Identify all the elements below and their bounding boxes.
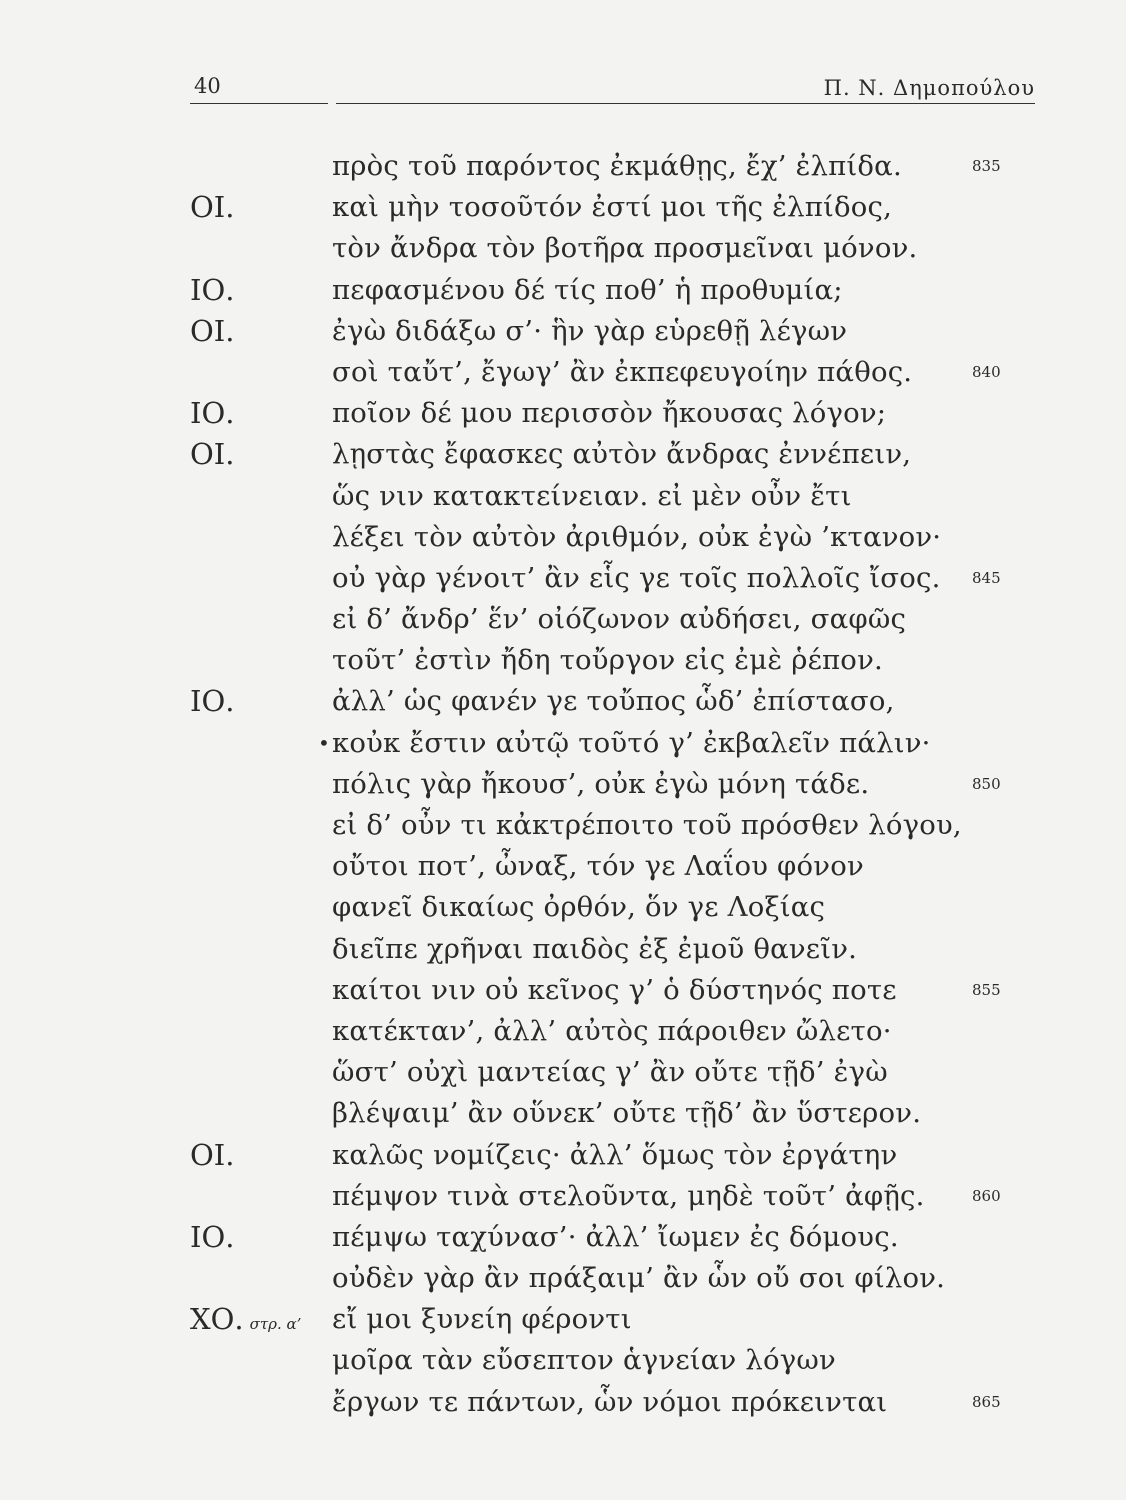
verse-text: ἔργων τε πάντων, ὧν νόμοι πρόκεινται — [332, 1385, 888, 1418]
verse-text: ὥς νιν κατακτείνειαν. εἰ μὲν οὖν ἔτι — [332, 479, 852, 512]
header-rule-right — [336, 103, 1035, 104]
verse-text: οὔτοι ποτ’, ὦναξ, τόν γε Λαΐου φόνον — [332, 850, 864, 883]
verse-text: λέξει τὸν αὐτὸν ἀριθμόν, οὐκ ἐγὼ ’κτανον· — [332, 520, 942, 553]
header-rule-left — [190, 103, 328, 104]
verse-line — [0, 846, 1126, 887]
verse-line — [0, 517, 1126, 558]
speaker-name: ΙΟ. — [190, 272, 235, 307]
speaker-name: ΙΟ. — [190, 1219, 235, 1254]
verse-line — [0, 352, 1126, 393]
verse-line — [0, 1135, 1126, 1176]
verse-text: πέμψω ταχύνασ’· ἀλλ’ ἴωμεν ἐς δόμους. — [332, 1220, 899, 1253]
speaker-label — [190, 311, 234, 352]
speaker-name: ΟΙ. — [190, 190, 235, 225]
line-number: 840 — [972, 362, 1001, 381]
line-number: 850 — [972, 774, 1001, 793]
page-header — [190, 70, 1035, 110]
verse-line — [0, 146, 1126, 187]
speaker-label — [190, 1217, 234, 1258]
line-number: 845 — [972, 568, 1001, 587]
verse-text: πέμψον τινὰ στελοῦντα, μηδὲ τοῦτ’ ἀφῇς. — [332, 1179, 925, 1212]
verse-text: διεῖπε χρῆναι παιδὸς ἐξ ἐμοῦ θανεῖν. — [332, 932, 858, 965]
speaker-name: ΙΟ. — [190, 684, 235, 719]
verse-text: οὐ γὰρ γένοιτ’ ἂν εἷς γε τοῖς πολλοῖς ἴσος. — [332, 561, 941, 594]
verse-text: πρὸς τοῦ παρόντος ἐκμάθῃς, ἔχ’ ἐλπίδα. — [332, 150, 902, 182]
speaker-name: ΙΟ. — [190, 396, 235, 431]
verse-line — [0, 434, 1126, 475]
verse-text: σοὶ ταὔτ’, ἔγωγ’ ἂν ἐκπεφευγοίην πάθος. — [332, 355, 913, 388]
verse-text: ἀλλ’ ὡς φανέν γε τοὔπος ὧδ’ ἐπίστασο, — [332, 685, 895, 718]
verse-text: εἴ μοι ξυνείη φέροντι — [332, 1303, 632, 1336]
verse-line — [0, 1176, 1126, 1217]
verse-line — [0, 1340, 1126, 1381]
verse-text: οὐδὲν γὰρ ἂν πράξαιμ’ ἂν ὧν οὔ σοι φίλον. — [332, 1262, 946, 1295]
verse-line — [0, 805, 1126, 846]
verse-text: καλῶς νομίζεις· ἀλλ’ ὅμως τὸν ἐργάτην — [332, 1138, 898, 1171]
verse-text: εἰ δ’ ἄνδρ’ ἕν’ οἰόζωνον αὐδήσει, σαφῶς — [332, 603, 907, 636]
verse-line — [0, 1011, 1126, 1052]
verse-line — [0, 1299, 1126, 1340]
verse-line — [0, 393, 1126, 434]
verse-line — [0, 270, 1126, 311]
verse-line — [0, 929, 1126, 970]
verse-line — [0, 558, 1126, 599]
verse-line — [0, 681, 1126, 722]
speaker-name: ΟΙ. — [190, 1137, 235, 1172]
speaker-label — [190, 434, 234, 475]
line-number: 865 — [972, 1392, 1001, 1411]
speaker-label — [190, 681, 234, 722]
verse-text: ποῖον δέ μου περισσὸν ἤκουσας λόγον; — [332, 397, 887, 430]
verse-lines — [0, 146, 1126, 1423]
verse-text: λῃστὰς ἔφασκες αὐτὸν ἄνδρας ἐννέπειν, — [332, 438, 912, 471]
verse-line — [0, 1258, 1126, 1299]
verse-line — [0, 187, 1126, 228]
speaker-label — [190, 1299, 301, 1345]
verse-line — [0, 1052, 1126, 1093]
verse-line — [0, 970, 1126, 1011]
verse-text: μοῖρα τὰν εὔσεπτον ἁγνείαν λόγων — [332, 1344, 836, 1377]
line-number: 835 — [972, 157, 1001, 175]
speaker-label — [190, 187, 234, 228]
verse-text: ὥστ’ οὐχὶ μαντείας γ’ ἂν οὔτε τῇδ’ ἐγὼ — [332, 1056, 888, 1089]
verse-text: ἐγὼ διδάξω σ’· ἣν γὰρ εὑρεθῇ λέγων — [332, 314, 848, 347]
verse-line — [0, 228, 1126, 269]
verse-text: φανεῖ δικαίως ὀρθόν, ὅν γε Λοξίας — [332, 891, 826, 924]
verse-line — [0, 476, 1126, 517]
verse-line — [0, 1093, 1126, 1134]
strophe-marker: στρ. α’ — [249, 1315, 302, 1334]
verse-text: κοὐκ ἔστιν αὐτῷ τοῦτό γ’ ἐκβαλεῖν πάλιν· — [332, 726, 931, 759]
verse-line — [0, 599, 1126, 640]
verse-text: καίτοι νιν οὐ κεῖνος γ’ ὁ δύστηνός ποτε — [332, 973, 897, 1006]
verse-line — [0, 640, 1126, 681]
speaker-label — [190, 270, 234, 311]
page-number: 40 — [194, 74, 221, 98]
verse-text: εἰ δ’ οὖν τι κἀκτρέποιτο τοῦ πρόσθεν λόγου, — [332, 809, 962, 841]
speaker-name: ΟΙ. — [190, 437, 235, 472]
verse-text: πόλις γὰρ ἤκουσ’, οὐκ ἐγὼ μόνη τάδε. — [332, 767, 870, 800]
verse-text: κατέκταν’, ἀλλ’ αὐτὸς πάροιθεν ὤλετο· — [332, 1014, 892, 1047]
verse-line — [0, 1382, 1126, 1423]
margin-dot: • — [318, 730, 330, 755]
verse-text: πεφασμένου δέ τίς ποθ’ ἡ προθυμία; — [332, 273, 843, 306]
verse-line — [0, 887, 1126, 928]
verse-text: τὸν ἄνδρα τὸν βοτῆρα προσμεῖναι μόνον. — [332, 232, 918, 265]
verse-line — [0, 764, 1126, 805]
speaker-label — [190, 393, 234, 434]
speaker-name: ΟΙ. — [190, 313, 235, 348]
line-number: 860 — [972, 1186, 1001, 1205]
speaker-name: ΧΟ. — [190, 1302, 244, 1337]
verse-line — [0, 723, 1126, 764]
line-number: 855 — [972, 980, 1001, 999]
verse-text: βλέψαιμ’ ἂν οὕνεκ’ οὔτε τῇδ’ ἂν ὕστερον. — [332, 1097, 922, 1130]
speaker-label — [190, 1135, 234, 1176]
verse-text: τοῦτ’ ἐστὶν ἤδη τοὔργον εἰς ἐμὲ ῥέπον. — [332, 644, 883, 677]
verse-line — [0, 311, 1126, 352]
verse-line — [0, 1217, 1126, 1258]
verse-text: καὶ μὴν τοσοῦτόν ἐστί μοι τῆς ἐλπίδος, — [332, 191, 893, 224]
running-head: Π. Ν. Δημοπούλου — [823, 76, 1035, 100]
